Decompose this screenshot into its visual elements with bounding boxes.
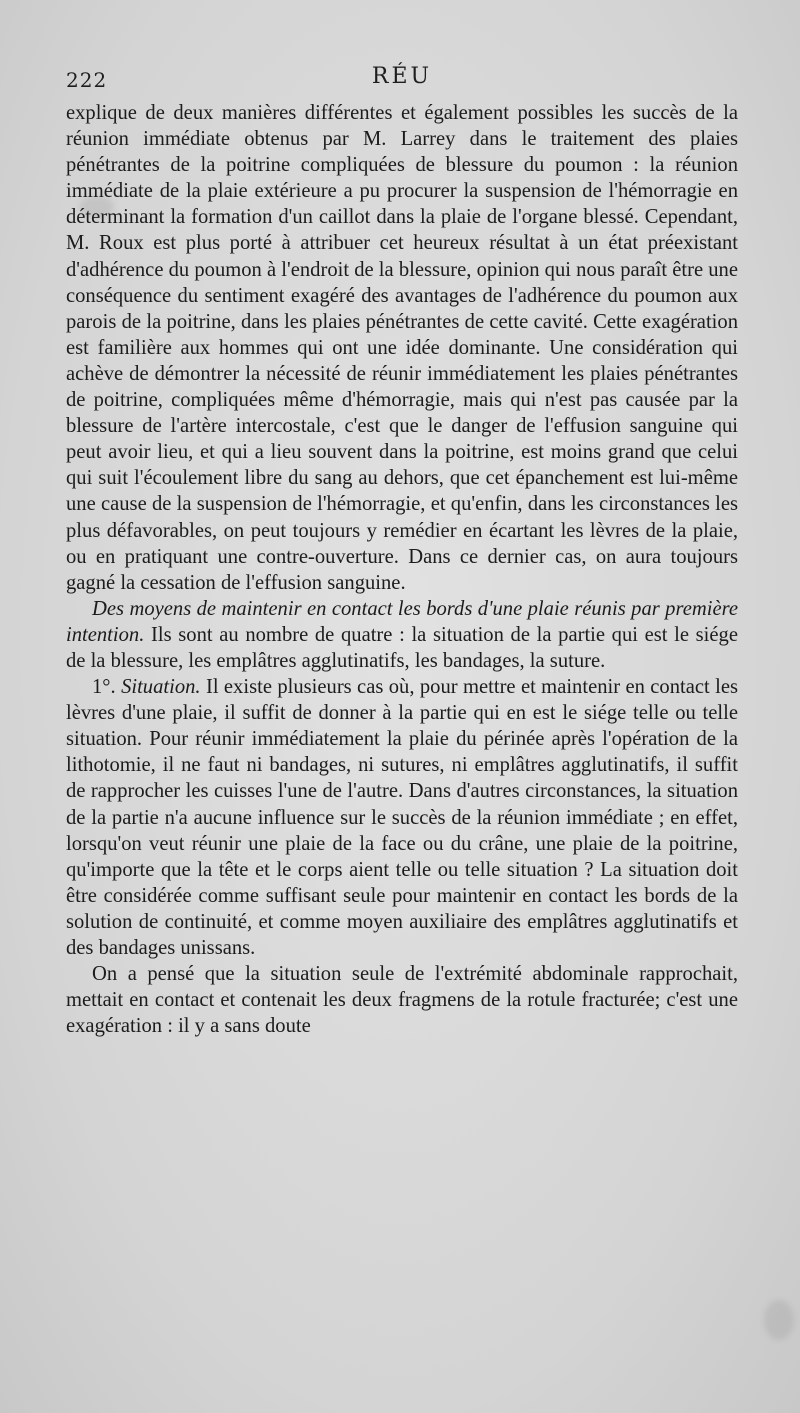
- paragraph-4: [66, 961, 738, 1039]
- page-number: 222: [66, 68, 108, 92]
- body-text: [66, 100, 738, 1039]
- subsection-heading: Situation.: [121, 676, 201, 699]
- paragraph-text: Ils sont au nombre de quatre : la situation de la partie qui est le siége de la blessure, les emplâtres agglutinatifs, les bandages, la suture.: [66, 623, 738, 672]
- paragraph-text: Il existe plusieurs cas où, pour mettre et maintenir en contact les lèvres d'une plaie, il suffit de donner à la partie qui en est le siége telle ou telle situation. Pour réunir immédiatement la plaie du périnée après l'opération de la lithotomie, il ne faut ni bandages, ni sutures, ni emplâtres agglutinatifs, il suffit de rapprocher les cuisses l'une de l'autre. Dans d'autres circonstances, la situation de la partie n'a aucune influence sur le succès de la réunion immédiate ; en effet, lorsqu'on veut réunir une plaie de la face ou du crâne, une plaie de la poitrine, qu'importe que la tête et le corps aient telle ou telle situation ? La situation doit être considérée comme suffisant seule pour maintenir en contact les bords de la solution de continuité, et comme moyen auxiliaire des emplâtres agglutinatifs et des bandages unissans.: [66, 676, 738, 959]
- paragraph-text: explique de deux manières différentes et également possibles les succès de la réunion immédiate obtenus par M. Larrey dans le traitement des plaies pénétrantes de la poitrine compliquées de blessure du poumon : la réunion immédiate de la plaie extérieure a pu procurer la suspension de l'hémorragie en déterminant la formation d'un caillot dans la plaie de l'organe blessé. Cependant, M. Roux est plus porté à attribuer cet heureux résultat à un état préexistant d'adhérence du poumon à l'endroit de la blessure, opinion qui nous paraît être une conséquence du sentiment exagéré des avantages de l'adhérence du poumon aux parois de la poitrine, dans les plaies pénétrantes de cette cavité. Cette exagération est familière aux hommes qui ont une idée dominante. Une considération qui achève de démontrer la nécessité de réunir immédiatement les plaies pénétrantes de poitrine, compliquées même d'hémorragie, mais qui n'est pas causée par la blessure de l'artère intercostale, c'est que le danger de l'effusion sanguine qui peut avoir lieu, et qui a lieu souvent dans la poitrine, est moins grand que celui qui suit l'écoulement libre du sang au dehors, que cet épanchement est lui-même une cause de la suspension de l'hémorragie, et qu'enfin, dans les circonstances les plus défavorables, on peut toujours y remédier en écartant les lèvres de la plaie, ou en pratiquant une contre-ouverture. Dans ce dernier cas, on aura toujours gagné la cessation de l'effusion sanguine.: [66, 102, 738, 594]
- paragraph-1: [66, 100, 738, 596]
- list-number: 1°.: [92, 676, 122, 699]
- paragraph-3: [66, 674, 738, 961]
- page-header: [66, 64, 738, 94]
- paragraph-text: On a pensé que la situation seule de l'extrémité abdominale rapprochait, mettait en contact et contenait les deux fragmens de la rotule fracturée; c'est une exagération : il y a sans doute: [66, 963, 738, 1038]
- paragraph-2: [66, 596, 738, 674]
- running-head: RÉU: [371, 64, 433, 89]
- ink-smudge: [764, 1300, 794, 1340]
- section-heading: Des moyens de maintenir en contact les bords d'une plaie réunis par première intention.: [66, 597, 738, 646]
